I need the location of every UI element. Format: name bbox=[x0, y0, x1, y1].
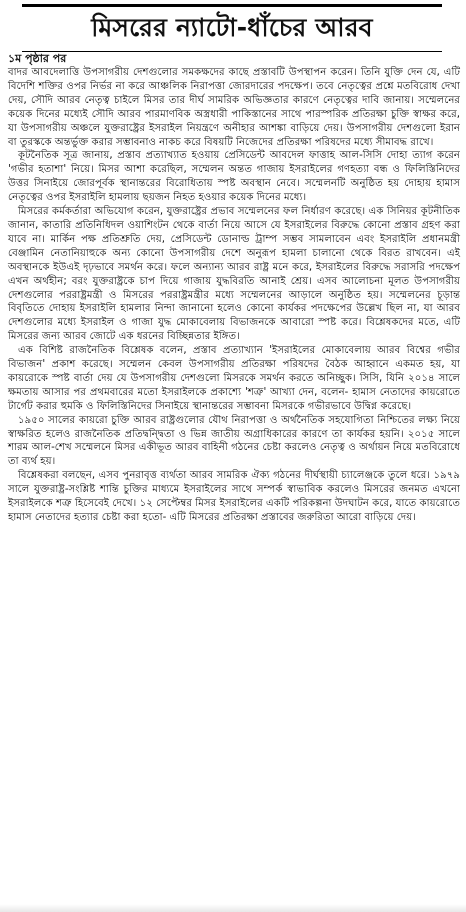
paragraph-4: এক বিশিষ্ট রাজনৈতিক বিশ্লেষক বলেন, প্রস্তাব প্রত্যাখ্যান 'ইসরাইলের মোকাবেলায় আরব বিশ্বের গভীর বিভাজন' প্রকাশ করেছে। সম্মেলন কেবল উপসাগরীয় প্রতিরক্ষা পরিষদের বৈঠক আহ্বানে একমত হয়, যা কায়রোকে স্পষ্ট বার্তা দেয় যে উপসাগরীয় দেশগুলো মিসরকে সমর্থন করতে অনিচ্ছুক। সিসি, যিনি ২০১৪ সালে ক্ষমতায় আসার পর প্রথমবারের মতো ইসরাইলকে প্রকাশ্যে 'শত্রু' আখ্যা দেন, বলেন- হামাস নেতাদের কায়রোতে টার্গেট করার হুমকি ও ফিলিস্তিনিদের সিনাইয়ে স্থানান্তরের সম্ভাবনা মিসরকে গভীরভাবে উদ্বিগ্ন করেছে। bbox=[8, 345, 460, 412]
paragraph-2: কূটনৈতিক সূত্র জানায়, প্রস্তাব প্রত্যাখ্যাত হওয়ায় প্রেসিডেন্ট আবদেল ফাত্তাহ আল-সিসি দোহা ত্যাগ করেন 'গভীর হতাশা' নিয়ে। মিসর আশা করেছিল, সম্মেলন অন্তত গাজায় ইসরাইলের গণহত্যা বন্ধ ও ফিলিস্তিনিদের উত্তর সিনাইয়ে জোরপূর্বক স্থানান্তরের বিরোধিতায় স্পষ্ট অবস্থান নেবে। সম্মেলনটি অনুষ্ঠিত হয় দোহায় হামাস নেতৃত্বের ওপর ইসরাইলি হামলায় ছয়জন নিহত হওয়ার কয়েক দিনের মধ্যে। bbox=[8, 150, 460, 204]
article-body bbox=[8, 52, 460, 525]
continuation-label: ১ম পৃষ্ঠার পর bbox=[8, 52, 67, 65]
paragraph-6: বিশ্লেষকরা বলছেন, এসব পুনরাবৃত্ত ব্যর্থতা আরব সামরিক ঐক্য গঠনের দীর্ঘস্থায়ী চ্যালেঞ্জকে তুলে ধরে। ১৯৭৯ সালে যুক্তরাষ্ট্র-সংশ্লিষ্ট শান্তি চুক্তির মাধ্যমে ইসরাইলের সাথে সম্পর্ক স্বাভাবিক করলেও মিসরের জনমত এখনো ইসরাইলকে শত্রু হিসেবেই দেখে। ১২ সেপ্টেম্বর মিসর ইসরাইলের একটি পরিকল্পনা উদঘাটন করে, যাতে কায়রোতে হামাস নেতাদের হত্যার চেষ্টা করা হতো- এটি মিসরের প্রতিরক্ষা প্রস্তাবের জরুরিতা আরো বাড়িয়ে দেয়। bbox=[8, 470, 460, 523]
paragraph-5: ১৯৫০ সালের কায়রো চুক্তি আরব রাষ্ট্রগুলোর যৌথ নিরাপত্তা ও অর্থনৈতিক সহযোগিতা নিশ্চিতের লক্ষ্য নিয়ে স্বাক্ষরিত হলেও রাজনৈতিক প্রতিদ্বন্দ্বিতা ও ভিন্ন জাতীয় অগ্রাধিকারের কারণে তা কার্যকর হয়নি। ২০১৫ সালে শারম আল-শেখ সম্মেলনে মিসর একীভূত আরব বাহিনী গঠনের চেষ্টা করলেও নেতৃত্ব ও অর্থায়ন নিয়ে মতবিরোধে তা ব্যর্থ হয়। bbox=[8, 414, 460, 468]
bottom-edge bbox=[0, 904, 466, 912]
headline: মিসরের ন্যাটো-ধাঁচের আরব bbox=[91, 12, 373, 42]
headline-box bbox=[22, 4, 442, 52]
paragraph-1: বাদর আবদেলাত্তি উপসাগরীয় দেশগুলোর সমকক্ষদের কাছে প্রস্তাবটি উপস্থাপন করেন। তিনি যুক্তি দেন যে, এটি বিদেশি শক্তির ওপর নির্ভর না করে আঞ্চলিক নিরাপত্তা জোরদারের পদক্ষেপ। তবে নেতৃত্বের প্রশ্নে মতবিরোধ দেখা দেয়, সৌদি আরব নেতৃত্ব চাইলে মিসর তার দীর্ঘ সামরিক অভিজ্ঞতার কারণে নেতৃত্বের দাবি জানায়। সম্মেলনের কয়েক দিনের মধ্যেই সৌদি আরব পারমাণবিক অস্ত্রধারী পাকিস্তানের সাথে পারস্পরিক প্রতিরক্ষা চুক্তি স্বাক্ষর করে, যা উপসাগরীয় অঞ্চলে যুক্তরাষ্ট্রের ইসরাইল নিয়ন্ত্রণে অনীহার আশঙ্কা বাড়িয়ে দেয়। উপসাগরীয় দেশগুলো ইরান বা তুরস্ককে অন্তর্ভুক্ত করার সম্ভাবনাও নাকচ করে বিষয়টি নিজেদের প্রতিরক্ষা পরিষদের মধ্যে সীমাবদ্ধ রাখে। bbox=[8, 67, 460, 148]
paragraph-3: মিসরের কর্মকর্তারা অভিযোগ করেন, যুক্তরাষ্ট্রের প্রভাব সম্মেলনের ফল নির্ধারণ করেছে। এক সিনিয়র কূটনীতিক জানান, কাতারি প্রতিনিধিদল ওয়াশিংটন থেকে বার্তা নিয়ে আসে যে ইসরাইলের বিরুদ্ধে কোনো প্রস্তাব গ্রহণ করা যাবে না। মার্কিন পক্ষ প্রতিশ্রুতি দেয়, প্রেসিডেন্ট ডোনাল্ড ট্রাম্প সম্ভব সামলাবেন এবং ইসরাইলি প্রধানমন্ত্রী বেঞ্জামিন নেতানিয়াহুকে অন্য কোনো উপসাগরীয় দেশে অনুরূপ হামলা চালানো থেকে বিরত রাখবেন। এই অবস্থানকে ইউএই দৃঢ়ভাবে সমর্থন করে। ফলে অন্যান্য আরব রাষ্ট্র মনে করে, ইসরাইলের বিরুদ্ধে সরাসরি পদক্ষেপ এখন অর্থহীন; বরং যুক্তরাষ্ট্রকে চাপ দিয়ে গাজায় যুদ্ধবিরতি আনাই শ্রেয়। এসব আলোচনা মূলত উপসাগরীয় দেশগুলোর পররাষ্ট্রমন্ত্রী ও মিসরের পররাষ্ট্রমন্ত্রীর মধ্যে সম্মেলনের আড়ালে অনুষ্ঠিত হয়। সম্মেলনের চূড়ান্ত বিবৃতিতে দোহায় ইসরাইলি হামলার নিন্দা জানানো হলেও কোনো কার্যকর পদক্ষেপের উল্লেখ ছিল না, যা আরব দেশগুলোর মধ্যে ইসরাইল ও গাজা যুদ্ধ মোকাবেলায় বিভাজনকে আবারো স্পষ্ট করে। বিশ্লেষকদের মতে, এটি মিসরের জন্য আরব জোটে এক ধরনের বিচ্ছিন্নতার ইঙ্গিত। bbox=[8, 206, 460, 343]
